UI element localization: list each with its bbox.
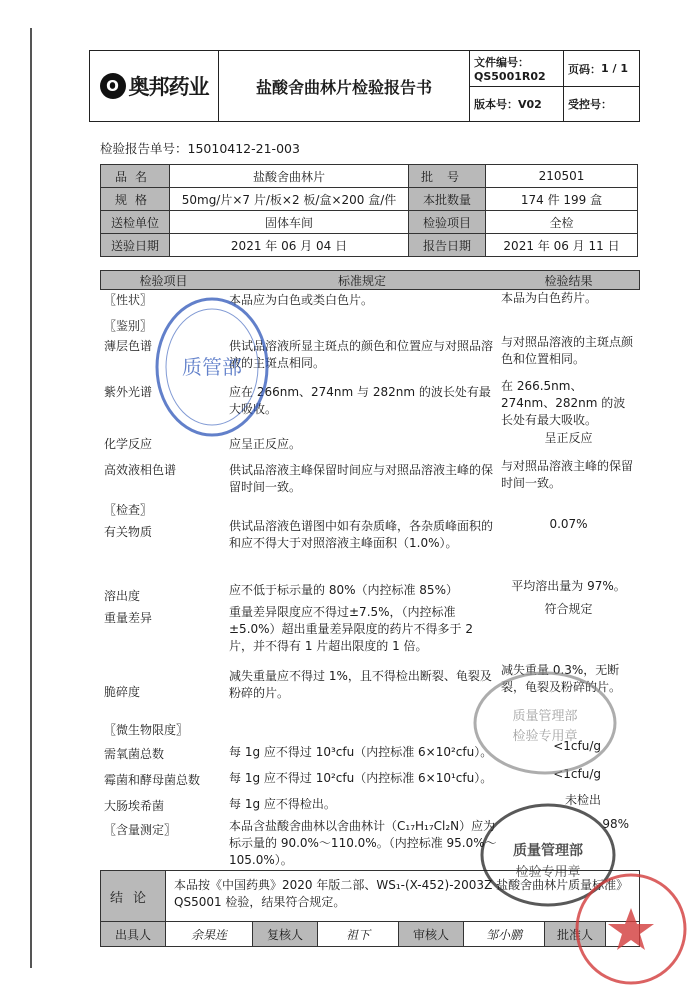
signature-row: [100, 921, 640, 947]
info-row: [101, 234, 638, 257]
dissolution-result: 平均溶出量为 97%。: [511, 579, 626, 593]
spec-label: 规格: [101, 188, 170, 211]
doc-number-label: 文件编号：: [474, 56, 529, 69]
dept-value: 固体车间: [170, 211, 409, 234]
page-number: 1 / 1: [601, 62, 628, 75]
svg-text:质量管理部: 质量管理部: [513, 843, 583, 859]
document-meta: [470, 51, 639, 121]
col-result: 检验结果: [544, 273, 593, 288]
document-title: 盐酸舍曲林片检验报告书: [219, 51, 470, 121]
page-label: 页码：: [568, 62, 601, 76]
report-date-label: 报告日期: [409, 234, 486, 257]
related-substances-name: 有关物质: [104, 525, 153, 539]
aerobic-name: 需氧菌总数: [104, 747, 165, 761]
col-item: 检验项目: [139, 273, 188, 288]
sample-info-table: [100, 164, 638, 257]
tlc-name: 薄层色谱: [104, 339, 153, 353]
auditor-signature: 邹小鹏: [464, 922, 545, 946]
report-date: 2021 年 06 月 11 日: [486, 234, 638, 257]
chem-result: 呈正反应: [544, 431, 593, 445]
dept-label: 送检单位: [101, 211, 170, 234]
issuer-signature: 余果连: [166, 922, 253, 946]
friability-result: 减失重量 0.3%，无断裂，龟裂及粉碎的片。: [501, 663, 622, 694]
related-substances-standard: 供试品溶液色谱图中如有杂质峰，各杂质峰面积的和应不得大于对照溶液主峰面积（1.0%）。: [229, 519, 494, 550]
ecoli-name: 大肠埃希菌: [104, 799, 165, 813]
doc-number-cell: [470, 51, 564, 87]
appearance-standard: 本品应为白色或类白色片。: [229, 293, 374, 307]
version-cell: [470, 87, 564, 121]
mold-yeast-name: 霉菌和酵母菌总数: [104, 773, 201, 787]
hplc-result: 与对照品溶液主峰的保留时间一致。: [501, 459, 634, 490]
logo-text: 奥邦药业: [128, 75, 209, 99]
report-number-value: 15010412-21-003: [187, 141, 300, 156]
tlc-result: 与对照品溶液的主斑点颜色和位置相同。: [501, 335, 634, 366]
version-label: 版本号：: [474, 98, 518, 111]
uv-result: 在 266.5nm、274nm、282nm 的波长处有最大吸收。: [501, 379, 626, 427]
logo-mark-icon: O: [100, 73, 126, 99]
ecoli-result: 未检出: [564, 793, 601, 807]
conclusion-label: 结论: [101, 871, 166, 921]
svg-text:质管部: 质管部: [182, 355, 242, 379]
weight-variation-name: 重量差异: [104, 611, 153, 625]
svg-text:检验专用章: 检验专用章: [515, 865, 581, 880]
conclusion-box: [100, 870, 640, 922]
identification-section: 〖鉴别〗: [104, 319, 153, 333]
approver-signature: [606, 922, 639, 946]
related-substances-result: 0.07%: [549, 517, 588, 531]
submit-date: 2021 年 06 月 04 日: [170, 234, 409, 257]
uv-standard: 应在 266nm、274nm 与 282nm 的波长处有最大吸收。: [229, 385, 491, 416]
assay-section: 〖含量测定〗: [104, 823, 177, 837]
svg-text:检验专用章: 检验专用章: [512, 729, 578, 744]
hplc-standard: 供试品溶液主峰保留时间应与对照品溶液主峰的保留时间一致。: [229, 463, 494, 494]
info-row: [101, 211, 638, 234]
mold-yeast-result: <1cfu/g: [553, 767, 601, 781]
info-row: [101, 188, 638, 211]
friability-name: 脆碎度: [104, 685, 141, 699]
issuer-label: 出具人: [101, 922, 166, 946]
tlc-standard: 供试品溶液所显主斑点的颜色和位置应与对照品溶液的主斑点相同。: [229, 339, 494, 370]
product-label: 品名: [101, 165, 170, 188]
conclusion-text: 本品按《中国药典》2020 年版二部、WS₁-(X-452)-2003Z 盐酸舍曲林片质量标准》QS5001 检验，结果符合规定。: [174, 878, 629, 909]
company-logo: [90, 51, 219, 121]
assay-standard: 本品含盐酸舍曲林以舍曲林计（C₁₇H₁₇Cl₂N）应为标示量的 90.0%～110.0%。（内控标准 95.0%～105.0%）。: [229, 819, 497, 867]
weight-variation-result: 符合规定: [544, 602, 593, 616]
hplc-name: 高效液相色谱: [104, 463, 177, 477]
doc-number: QS5001R02: [474, 70, 546, 83]
version: V02: [518, 97, 542, 111]
auditor-label: 审核人: [399, 922, 464, 946]
reviewer-signature: 祖下: [318, 922, 399, 946]
svg-text:质量管理部: 质量管理部: [512, 709, 578, 724]
friability-standard: 减失重量应不得过 1%，且不得检出断裂、龟裂及粉碎的片。: [229, 669, 492, 700]
quantity-label: 本批数量: [409, 188, 486, 211]
test-item-label: 检验项目: [409, 211, 486, 234]
col-standard: 标准规定: [337, 273, 386, 288]
spec-value: 50mg/片×7 片/板×2 板/盒×200 盒/件: [170, 188, 409, 211]
test-item-value: 全检: [486, 211, 638, 234]
appearance-section: 〖性状〗: [104, 293, 153, 307]
batch-number: 210501: [486, 165, 638, 188]
page-cell: [564, 51, 639, 87]
product-name: 盐酸舍曲林片: [170, 165, 409, 188]
submit-date-label: 送验日期: [101, 234, 170, 257]
ecoli-standard: 每 1g 应不得检出。: [229, 797, 336, 811]
report-number: [100, 139, 300, 157]
info-row: [101, 165, 638, 188]
control-cell: [564, 87, 639, 121]
dissolution-standard: 应不低于标示量的 80%（内控标准 85%）: [229, 583, 458, 597]
batch-label: 批号: [409, 165, 486, 188]
results-column-header: [100, 270, 640, 290]
scan-edge: [30, 28, 32, 968]
chem-name: 化学反应: [104, 437, 153, 451]
approver-label: 批准人: [545, 922, 606, 946]
chem-standard: 应呈正反应。: [229, 437, 302, 451]
assay-result: 98%: [602, 817, 629, 831]
aerobic-result: <1cfu/g: [553, 739, 601, 753]
dissolution-name: 溶出度: [104, 589, 141, 603]
reviewer-label: 复核人: [253, 922, 318, 946]
uv-name: 紫外光谱: [104, 385, 153, 399]
report-number-label: 检验报告单号：: [100, 141, 188, 156]
weight-variation-standard: 重量差异限度应不得过±7.5%，（内控标准±5.0%）超出重量差异限度的药片不得多于 2 片，并不得有 1 片超出限度的 1 倍。: [229, 605, 473, 653]
microbial-section: 〖微生物限度〗: [104, 723, 189, 737]
aerobic-standard: 每 1g 应不得过 10³cfu（内控标准 6×10²cfu）。: [229, 745, 493, 759]
mold-yeast-standard: 每 1g 应不得过 10²cfu（内控标准 6×10¹cfu）。: [229, 771, 493, 785]
control-label: 受控号：: [568, 98, 612, 111]
quantity-value: 174 件 199 盒: [486, 188, 638, 211]
appearance-result: 本品为白色药片。: [501, 291, 598, 305]
report-header: [89, 50, 640, 122]
check-section: 〖检查〗: [104, 503, 153, 517]
